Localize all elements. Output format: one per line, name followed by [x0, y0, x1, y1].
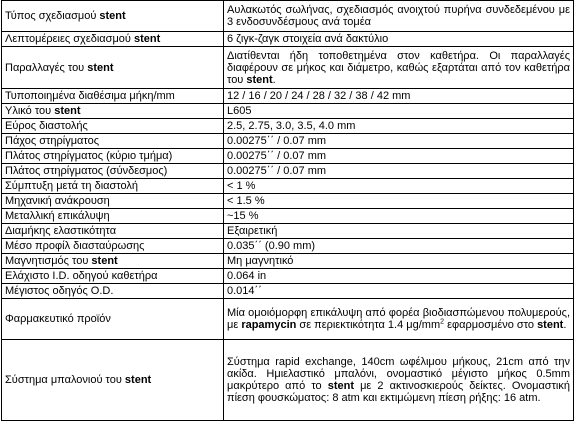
property-label: Μέσο προφίλ διασταύρωσης: [2, 239, 224, 254]
property-value: < 1.5 %: [224, 194, 574, 209]
table-row: [2, 149, 574, 164]
table-row: [2, 1, 574, 32]
property-label: Σύστημα μπαλονιού του stent: [2, 340, 224, 421]
property-label: Εύρος διαστολής: [2, 119, 224, 134]
property-value: 12 / 16 / 20 / 24 / 28 / 32 / 38 / 42 mm: [224, 89, 574, 104]
table-row: [2, 119, 574, 134]
property-value: 0.00275΄΄ / 0.07 mm: [224, 149, 574, 164]
property-value: 0.00275΄΄ / 0.07 mm: [224, 164, 574, 179]
property-label: Λεπτομέρειες σχεδιασμού stent: [2, 32, 224, 47]
table-row: [2, 284, 574, 299]
table-row: [2, 340, 574, 421]
table-row: [2, 179, 574, 194]
table-row: [2, 164, 574, 179]
property-label: Τυποποιημένα διαθέσιμα μήκη/mm: [2, 89, 224, 104]
property-label: Πλάτος στηρίγματος (κύριο τμήμα): [2, 149, 224, 164]
table-row: [2, 134, 574, 149]
property-value: Σύστημα rapid exchange, 140cm ωφέλιμου μήκους, 21cm από την ακίδα. Ημιελαστικό μπαλόνι, ονομαστικό μέγιστο μήκος 0.5mm μακρύτερο από το stent με 2 ακτινοσκιερούς δείκτες. Ονομαστική πίεση φουσκώματος: 8 atm και εκτιμώμενη πίεση ρήξης: 16 atm.: [224, 340, 574, 421]
property-value: 6 ζιγκ-ζαγκ στοιχεία ανά δακτύλιο: [224, 32, 574, 47]
property-label: Πλάτος στηρίγματος (σύνδεσμος): [2, 164, 224, 179]
property-label: Φαρμακευτικό προϊόν: [2, 299, 224, 340]
property-label: Μηχανική ανάκρουση: [2, 194, 224, 209]
table-row: [2, 239, 574, 254]
property-value: 0.035΄΄ (0.90 mm): [224, 239, 574, 254]
table-row: [2, 269, 574, 284]
table-row: [2, 194, 574, 209]
specification-table-body: [2, 1, 574, 421]
table-row: [2, 89, 574, 104]
table-row: [2, 299, 574, 340]
property-label: Ελάχιστο I.D. οδηγού καθετήρα: [2, 269, 224, 284]
table-row: [2, 47, 574, 89]
table-row: [2, 104, 574, 119]
property-value: ~15 %: [224, 209, 574, 224]
property-label: Σύμπτυξη μετά τη διαστολή: [2, 179, 224, 194]
property-value: < 1 %: [224, 179, 574, 194]
property-label: Μαγνητισμός του stent: [2, 254, 224, 269]
table-row: [2, 224, 574, 239]
property-value: L605: [224, 104, 574, 119]
property-label: Πάχος στηρίγματος: [2, 134, 224, 149]
table-row: [2, 32, 574, 47]
property-value: 0.064 in: [224, 269, 574, 284]
property-value: 0.00275΄΄ / 0.07 mm: [224, 134, 574, 149]
property-label: Παραλλαγές του stent: [2, 47, 224, 89]
property-value: 0.014΄΄: [224, 284, 574, 299]
property-value: Αυλακωτός σωλήνας, σχεδιασμός ανοιχτού πυρήνα συνδεδεμένου με 3 ενδοσυνδέσμους ανά τομέα: [224, 1, 574, 32]
property-label: Μέγιστος οδηγός O.D.: [2, 284, 224, 299]
specification-table: [1, 0, 574, 421]
property-value: Διατίθενται ήδη τοποθετημένα στον καθετήρα. Οι παραλλαγές διαφέρουν σε μήκος και διάμετρο, καθώς εξαρτάται από τον καθετήρα του stent.: [224, 47, 574, 89]
table-row: [2, 254, 574, 269]
property-label: Υλικό του stent: [2, 104, 224, 119]
property-value: Μία ομοιόμορφη επικάλυψη από φορέα βιοδιασπώμενου πολυμερούς, με rapamycin σε περιεκτικότητα 1.4 $\mu g/mm^2$ εφαρμοσμένο στο stent.: [224, 299, 574, 340]
table-row: [2, 209, 574, 224]
property-label: Τύπος σχεδιασμού stent: [2, 1, 224, 32]
property-label: Διαμήκης ελαστικότητα: [2, 224, 224, 239]
property-value: Μη μαγνητικό: [224, 254, 574, 269]
property-value: 2.5, 2.75, 3.0, 3.5, 4.0 mm: [224, 119, 574, 134]
property-label: Μεταλλική επικάλυψη: [2, 209, 224, 224]
property-value: Εξαιρετική: [224, 224, 574, 239]
